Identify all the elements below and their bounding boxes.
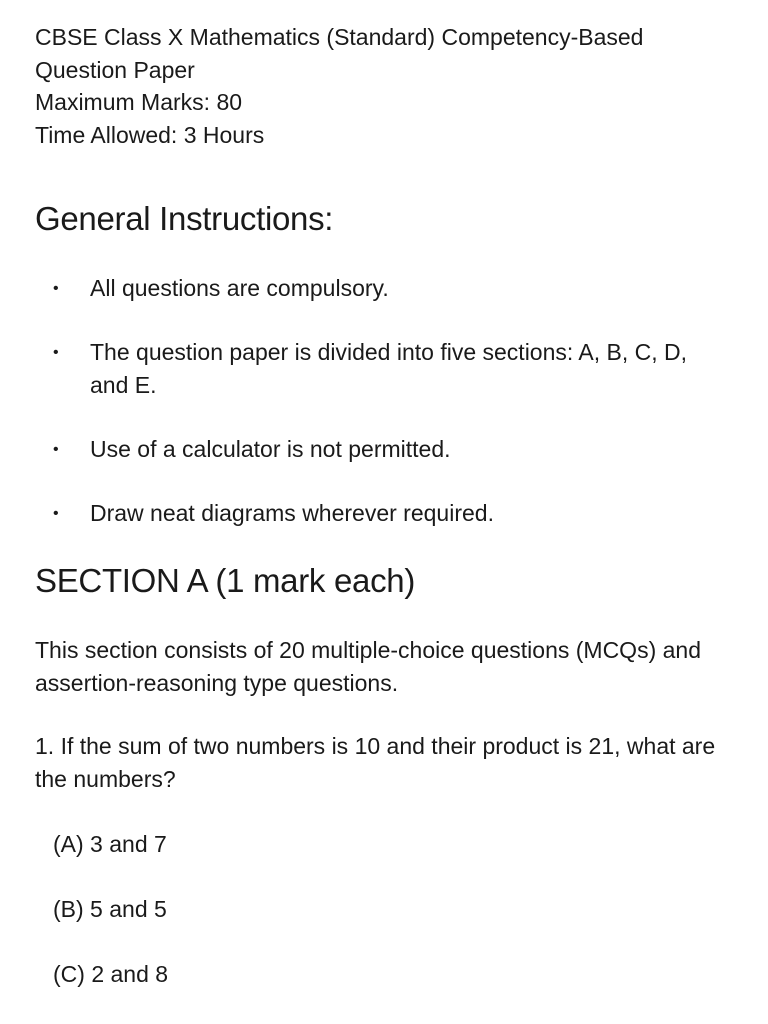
option-a: (A) 3 and 7 xyxy=(53,831,167,857)
instruction-text: All questions are compulsory. xyxy=(90,275,389,301)
instruction-text: Draw neat diagrams wherever required. xyxy=(90,500,494,526)
question-text: 1. If the sum of two numbers is 10 and their product is 21, what are the numbers? xyxy=(35,733,716,792)
instruction-item xyxy=(35,336,725,402)
question-options xyxy=(35,828,725,991)
question-block xyxy=(35,730,725,991)
option-c: (C) 2 and 8 xyxy=(53,961,169,987)
bullet-icon: • xyxy=(53,280,59,297)
paper-title-line-2: Question Paper xyxy=(35,56,195,83)
section-a-description: This section consists of 20 multiple-choice questions (MCQs) and assertion-reasoning type questions. xyxy=(35,637,702,696)
bullet-icon: • xyxy=(53,344,59,361)
instruction-text: The question paper is divided into five sections: A, B, C, D, and E. xyxy=(90,339,688,398)
instructions-list xyxy=(35,272,725,530)
general-instructions-heading: General Instructions: xyxy=(35,200,334,237)
maximum-marks: Maximum Marks: 80 xyxy=(35,89,243,115)
paper-title-line-1: CBSE Class X Mathematics (Standard) Competency-Based xyxy=(35,24,644,50)
instruction-item xyxy=(35,497,725,530)
time-allowed: Time Allowed: 3 Hours xyxy=(35,121,265,148)
instruction-text: Use of a calculator is not permitted. xyxy=(90,436,451,462)
paper-header xyxy=(35,21,725,151)
document-page xyxy=(35,21,725,1023)
section-a-heading: SECTION A (1 mark each) xyxy=(35,562,416,599)
option-b: (B) 5 and 5 xyxy=(53,896,167,922)
bullet-icon: • xyxy=(53,505,59,522)
bullet-icon: • xyxy=(53,441,59,458)
instruction-item xyxy=(35,272,725,305)
instruction-item xyxy=(35,433,725,466)
